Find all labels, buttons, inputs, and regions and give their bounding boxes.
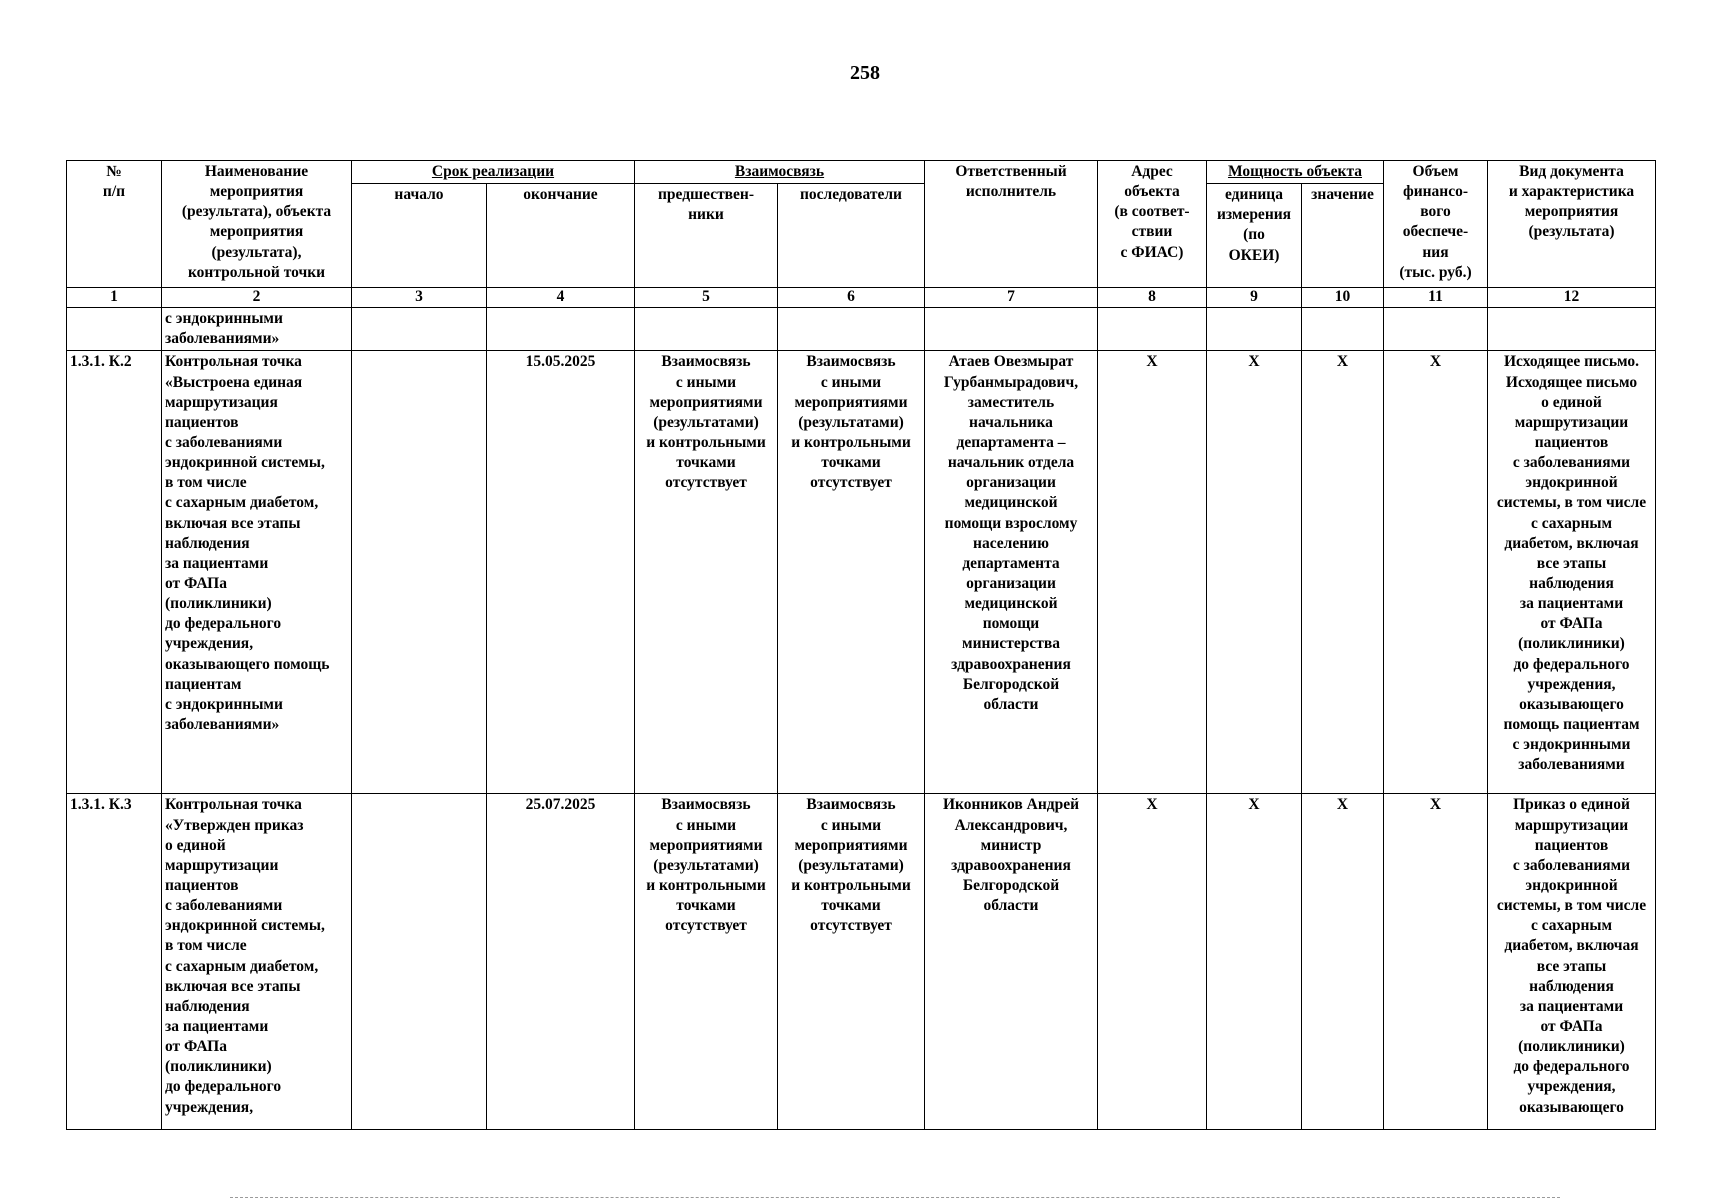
row-next: Взаимосвязь с иными мероприятиями (результатами) и контрольными точками отсутствует <box>778 794 925 1130</box>
row-name: с эндокринными заболеваниями» <box>162 308 352 351</box>
row-funding <box>1384 308 1488 351</box>
row-address: Х <box>1098 351 1207 794</box>
column-number: 5 <box>635 288 778 308</box>
column-number: 11 <box>1384 288 1488 308</box>
header-period: Срок реализации <box>352 161 635 184</box>
header-responsible: Ответственный исполнитель <box>925 161 1098 288</box>
header-capacity-unit: единица измерения (по ОКЕИ) <box>1207 184 1302 288</box>
row-value: Х <box>1302 794 1384 1130</box>
row-funding: Х <box>1384 351 1488 794</box>
row-next: Взаимосвязь с иными мероприятиями (результатами) и контрольными точками отсутствует <box>778 351 925 794</box>
row-next <box>778 308 925 351</box>
row-value <box>1302 308 1384 351</box>
header-doc-type: Вид документа и характеристика мероприятия (результата) <box>1488 161 1656 288</box>
header-name: Наименование мероприятия (результата), объекта мероприятия (результата), контрольной точки <box>162 161 352 288</box>
row-end <box>487 308 635 351</box>
row-unit: Х <box>1207 351 1302 794</box>
page-number: 258 <box>850 62 880 84</box>
row-responsible: Иконников Андрей Александрович, министр здравоохранения Белгородской области <box>925 794 1098 1130</box>
row-funding: Х <box>1384 794 1488 1130</box>
table-row <box>67 794 1656 1130</box>
row-address: Х <box>1098 794 1207 1130</box>
column-number: 3 <box>352 288 487 308</box>
row-start <box>352 794 487 1130</box>
table-row <box>67 351 1656 794</box>
column-number: 8 <box>1098 288 1207 308</box>
header-relation: Взаимосвязь <box>635 161 925 184</box>
control-points-table <box>66 160 1656 1130</box>
header-capacity: Мощность объекта <box>1207 161 1384 184</box>
row-start <box>352 308 487 351</box>
header-relation-next: последователи <box>778 184 925 288</box>
row-prev: Взаимосвязь с иными мероприятиями (результатами) и контрольными точками отсутствует <box>635 794 778 1130</box>
row-unit: Х <box>1207 794 1302 1130</box>
header-number: № п/п <box>67 161 162 288</box>
header-address: Адрес объекта (в соответ- ствии с ФИАС) <box>1098 161 1207 288</box>
row-responsible: Атаев Овезмырат Гурбанмырадович, заместитель начальника департамента – начальник отдела организации медицинской помощи взрослому населению департамента организации медицинской помощи министерства здравоохранения Белгородской области <box>925 351 1098 794</box>
row-prev <box>635 308 778 351</box>
header-relation-prev: предшествен- ники <box>635 184 778 288</box>
header-period-end: окончание <box>487 184 635 288</box>
column-number: 6 <box>778 288 925 308</box>
column-number: 1 <box>67 288 162 308</box>
row-number: 1.3.1. К.2 <box>67 351 162 794</box>
row-end: 15.05.2025 <box>487 351 635 794</box>
table-row <box>67 308 1656 351</box>
row-address <box>1098 308 1207 351</box>
row-value: Х <box>1302 351 1384 794</box>
row-doc: Приказ о единой маршрутизации пациентов с заболеваниями эндокринной системы, в том числе с сахарным диабетом, включая все этапы наблюдения за пациентами от ФАПа (поликлиники) до федерального учреждения, оказывающего <box>1488 794 1656 1130</box>
row-prev: Взаимосвязь с иными мероприятиями (результатами) и контрольными точками отсутствует <box>635 351 778 794</box>
header-capacity-value: значение <box>1302 184 1384 288</box>
row-doc <box>1488 308 1656 351</box>
row-number <box>67 308 162 351</box>
header-period-start: начало <box>352 184 487 288</box>
row-number: 1.3.1. К.3 <box>67 794 162 1130</box>
row-name: Контрольная точка «Выстроена единая маршрутизация пациентов с заболеваниями эндокринной системы, в том числе с сахарным диабетом, включая все этапы наблюдения за пациентами от ФАПа (поликлиники) до федерального учреждения, оказывающего помощь пациентам с эндокринными заболеваниями» <box>162 351 352 794</box>
row-unit <box>1207 308 1302 351</box>
row-responsible <box>925 308 1098 351</box>
header-funding: Объем финансо- вого обеспече- ния (тыс. руб.) <box>1384 161 1488 288</box>
row-start <box>352 351 487 794</box>
scan-edge-line <box>230 1197 1560 1198</box>
row-name: Контрольная точка «Утвержден приказ о единой маршрутизации пациентов с заболеваниями эндокринной системы, в том числе с сахарным диабетом, включая все этапы наблюдения за пациентами от ФАПа (поликлиники) до федерального учреждения, <box>162 794 352 1130</box>
column-number: 12 <box>1488 288 1656 308</box>
column-number: 4 <box>487 288 635 308</box>
column-number: 2 <box>162 288 352 308</box>
column-number: 7 <box>925 288 1098 308</box>
column-number: 9 <box>1207 288 1302 308</box>
row-end: 25.07.2025 <box>487 794 635 1130</box>
row-doc: Исходящее письмо. Исходящее письмо о единой маршрутизации пациентов с заболеваниями эндокринной системы, в том числе с сахарным диабетом, включая все этапы наблюдения за пациентами от ФАПа (поликлиники) до федерального учреждения, оказывающего помощь пациентам с эндокринными заболеваниями <box>1488 351 1656 794</box>
column-number: 10 <box>1302 288 1384 308</box>
